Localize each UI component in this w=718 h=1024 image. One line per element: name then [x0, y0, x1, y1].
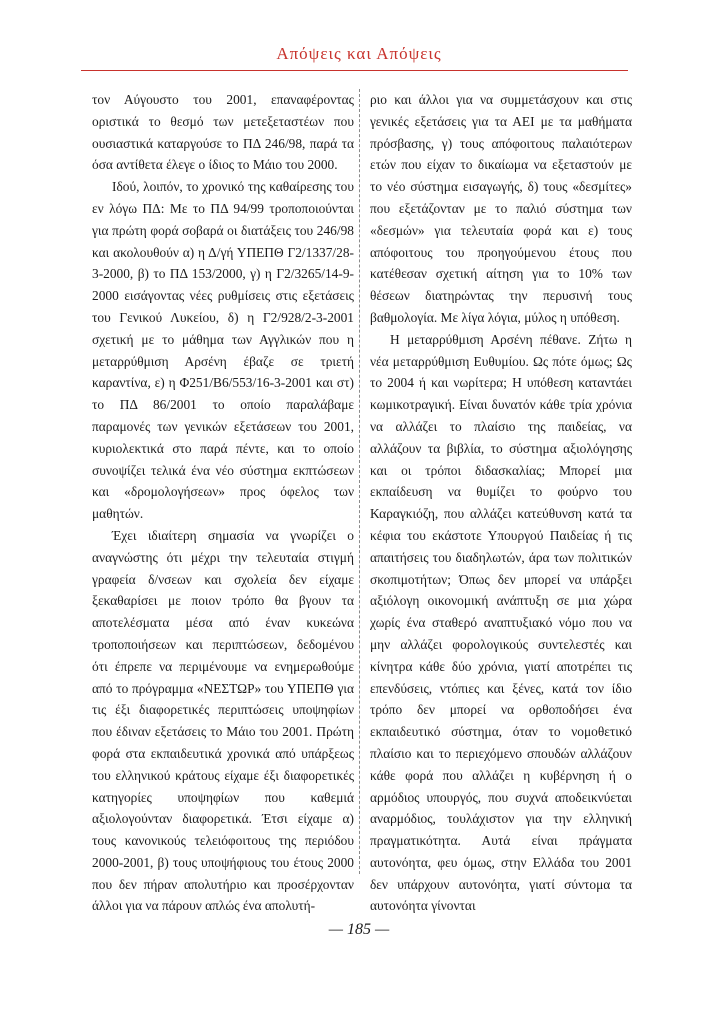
left-paragraph-1: τον Αύγουστο του 2001, επαναφέροντας οριστικά το θεσμό των μετεξεταστέων που ουσιαστικά καταργούσε το ΠΔ 246/98, παρά τα όσα αντίθετα έλεγε ο ίδιος το Μάιο του 2000. — [92, 92, 354, 173]
column-divider — [359, 89, 360, 874]
left-paragraph-2: Ιδού, λοιπόν, το χρονικό της καθαίρεσης του εν λόγω ΠΔ: Με το ΠΔ 94/99 τροποποιούνται για πρώτη φορά σοβαρά οι διατάξεις του 246/98 και ακολουθούν α) η Δ/γή ΥΠΕΠΘ Γ2/1337/28-3-2000, β) το ΠΔ 153/2000, γ) η Γ2/3265/14-9-2000 εισάγοντας νέες ρυθμίσεις στις εξετάσεις του Γενικού Λυκείου, δ) η Γ2/928/2-3-2001 σχετική με το μάθημα των Αγγλικών που η μεταρρύθμιση Αρσένη έβαζε σε τριετή καραντίνα, ε) η Φ251/Β6/553/16-3-2001 και στ) το ΠΔ 86/2001 το οποίο παραλάβαμε παραμονές των γενικών εξετάσεων του 2001, κυριολεκτικά στο παρά πέντε, και το οποίο συνοψίζει τελικά ένα νέο σύστημα εκπτώσεων και «δρομολογήσεων» προς όφελος των μαθητών. — [92, 179, 354, 522]
header-rule — [81, 70, 628, 71]
left-column — [92, 89, 354, 917]
running-header: Απόψεις και Απόψεις — [276, 44, 442, 63]
right-column — [370, 89, 632, 917]
right-paragraph-1: ριο και άλλοι για να συμμετάσχουν και στις γενικές εξετάσεις για τα ΑΕΙ με τα μαθήματα πρόσβασης, γ) τους απόφοιτους παλαιότερων ετών που είχαν το δικαίωμα να εξεταστούν με το νέο σύστημα εισαγωγής, δ) τους «δεσμίτες» που εξετάζονταν με το παλιό σύστημα των «δεσμών» για τελευταία φορά και ε) τους απόφοιτους του προηγούμενου έτους που κατέθεσαν σχετική αίτηση για το 10% των θέσεων διατηρώντας την περυσινή τους βαθμολογία. Με λίγα λόγια, μύλος η υπόθεση. — [370, 92, 632, 325]
page-number: — 185 — — [328, 921, 390, 938]
right-paragraph-2: Η μεταρρύθμιση Αρσένη πέθανε. Ζήτω η νέα μεταρρύθμιση Ευθυμίου. Ως πότε όμως; Ως το 2004 ή και νωρίτερα; Η υπόθεση καταντάει κωμικοτραγική. Είναι δυνατόν κάθε τρία χρόνια να αλλάζει το πλαίσιο της παιδείας, να αλλάζουν τα βιβλία, το σύστημα αξιολόγησης και οι τρόποι διδασκαλίας; Μπορεί μια εκπαίδευση να θυμίζει το φούρνο του Καραγκιόζη, που αλλάζει κατεύθυνση κατά τα κέφια του εκάστοτε Υπουργού Παιδείας ή τις απαιτήσεις του διαδηλωτών, άρα των πολιτικών σκοπιμοτήτων; Όπως δεν μπορεί να υπάρξει αξιόλογη οικονομική ανάπτυξη σε μια χώρα χωρίς ένα σταθερό αναπτυξιακό νόμο που να μην αλλάζει φορολογικούς συντελεστές και κίνητρα κάθε δύο χρόνια, γιατί αποτρέπει τις επενδύσεις, ντόπιες και ξένες, κατά τον ίδιο τρόπο δεν μπορεί να ορθοποδήσει ένα εκπαιδευτικό σύστημα, όταν το νομοθετικό πλαίσιο και το περιεχόμενο σπουδών αλλάζουν κάθε φορά που αλλάζει η κυβέρνηση ή ο αρμόδιος υπουργός, που συχνά αποδεικνύεται αναρμόδιος, τουλάχιστον για την ελληνική πραγματικότητα. Αυτά είναι πράγματα αυτονόητα, φευ όμως, στην Ελλάδα του 2001 δεν υπάρχουν αυτονόητα, γιατί σύντομα τα αυτονόητα γίνονται — [370, 331, 632, 914]
left-paragraph-3: Έχει ιδιαίτερη σημασία να γνωρίζει ο αναγνώστης ότι μέχρι την τελευταία στιγμή γραφεία δ/νσεων και σχολεία δεν είχαμε ξεκαθαρίσει με ποιον τρόπο θα βγουν τα αποτελέσματα μέσα από έναν κυκεώνα τροποποιήσεων και περιπτώσεων, δεδομένου ότι έπρεπε να περιμένουμε να ενημερωθούμε από το πρόγραμμα «ΝΕΣΤΩΡ» του ΥΠΕΠΘ για τις έξι διαφορετικές περιπτώσεις υποψηφίων που έδιναν εξετάσεις το Μάιο του 2001. Πρώτη φορά στα εκπαιδευτικά χρονικά από υπάρξεως του ελληνικού κράτους είχαμε έξι διαφορετικές κατηγορίες υποψηφίων που καθεμιά αξιολογούνταν διαφορετικά. Έτσι είχαμε α) τους κανονικούς τελειόφοιτους της περιόδου 2000-2001, β) τους υποψήφιους του έτους 2000 που δεν πήραν απολυτήριο και προσέρχονταν άλλοι για να πάρουν απλώς ένα απολυτή- — [92, 527, 354, 914]
